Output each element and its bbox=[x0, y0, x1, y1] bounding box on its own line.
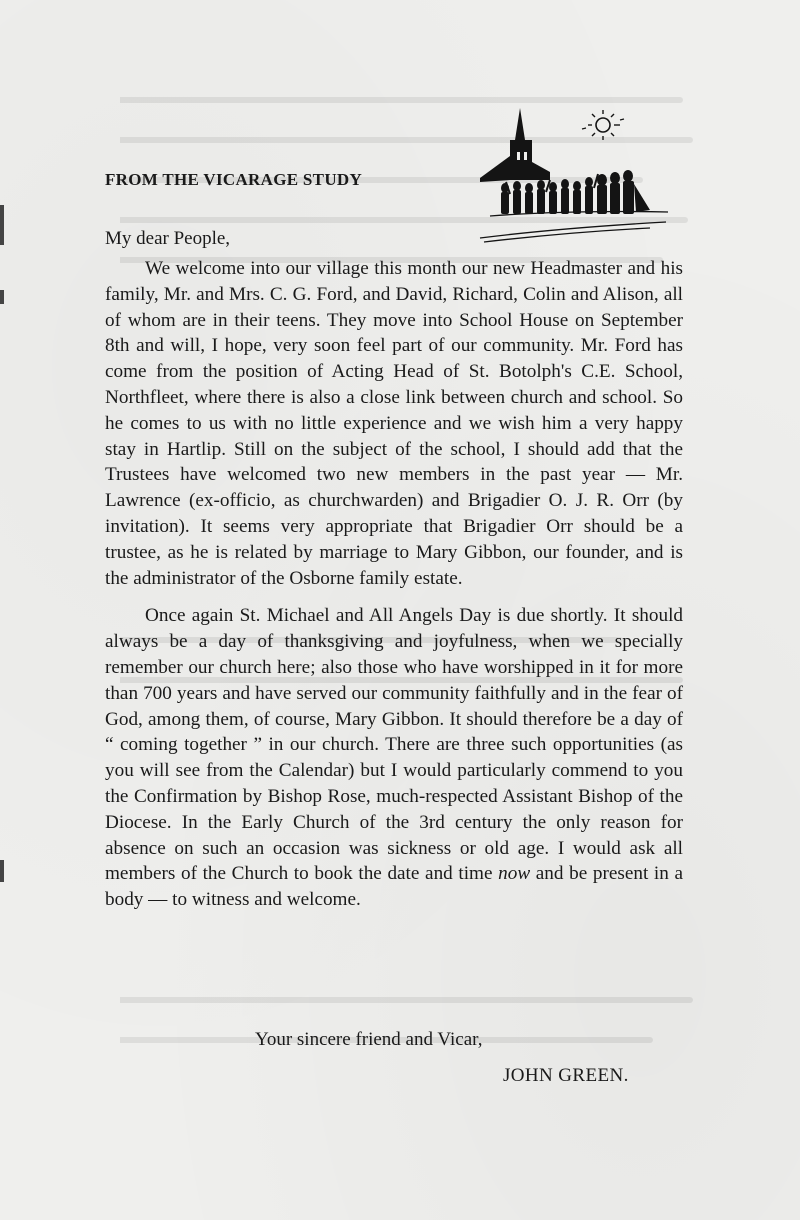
binding-mark bbox=[0, 290, 4, 304]
salutation: My dear People, bbox=[105, 228, 231, 249]
letter-body bbox=[105, 256, 683, 913]
section-heading: FROM THE VICARAGE STUDY bbox=[105, 170, 363, 189]
binding-mark bbox=[0, 205, 4, 245]
signature: JOHN GREEN. bbox=[503, 1065, 629, 1086]
paragraph-tail: and be present in a body — to witness and welcome. bbox=[105, 863, 683, 911]
paragraph-st-michael bbox=[105, 603, 683, 913]
closing-line: Your sincere friend and Vicar, bbox=[255, 1029, 483, 1050]
binding-mark bbox=[0, 860, 4, 882]
emphasis-word: now bbox=[498, 863, 531, 885]
church-congregation-sun-illustration bbox=[470, 100, 680, 250]
paragraph-text: Once again St. Michael and All Angels Day is due shortly. It should always be a day of thanksgiving and joyfulness, when we specially remember our church here; also those who have worshipped in it for more than 700 years and have served our community faithfully and in the fear of God, among them, of course, Mary Gibbon. It should therefore be a day of “ coming together ” in our church. There are three such opportunities (as you will see from the Calendar) but I would particularly commend to you the Confirmation by Bishop Rose, much-respected Assistant Bishop of the Diocese. In the Early Church of the 3rd century the only reason for absence on such an occasion was sickness or old age. I would ask all members of the Church to book the date and time bbox=[105, 605, 683, 885]
paragraph-welcome: We welcome into our village this month our new Headmaster and his family, Mr. and Mrs. C. G. Ford, and David, Richard, Colin and Alison, all of whom are in their teens. They move into School House on September 8th and will, I hope, very soon feel part of our community. Mr. Ford has come from the position of Acting Head of St. Botolph's C.E. School, Northfleet, where there is also a close link between church and school. So he comes to us with no little experience and we wish him a very happy stay in Hartlip. Still on the subject of the school, I should add that the Trustees have welcomed two new members in the past year — Mr. Lawrence (ex-officio, as churchwarden) and Brigadier O. J. R. Orr (by invitation). It seems very appropriate that Brigadier Orr should be a trustee, as he is related by marriage to Mary Gibbon, our founder, and is the administrator of the Osborne family estate. bbox=[105, 258, 683, 589]
